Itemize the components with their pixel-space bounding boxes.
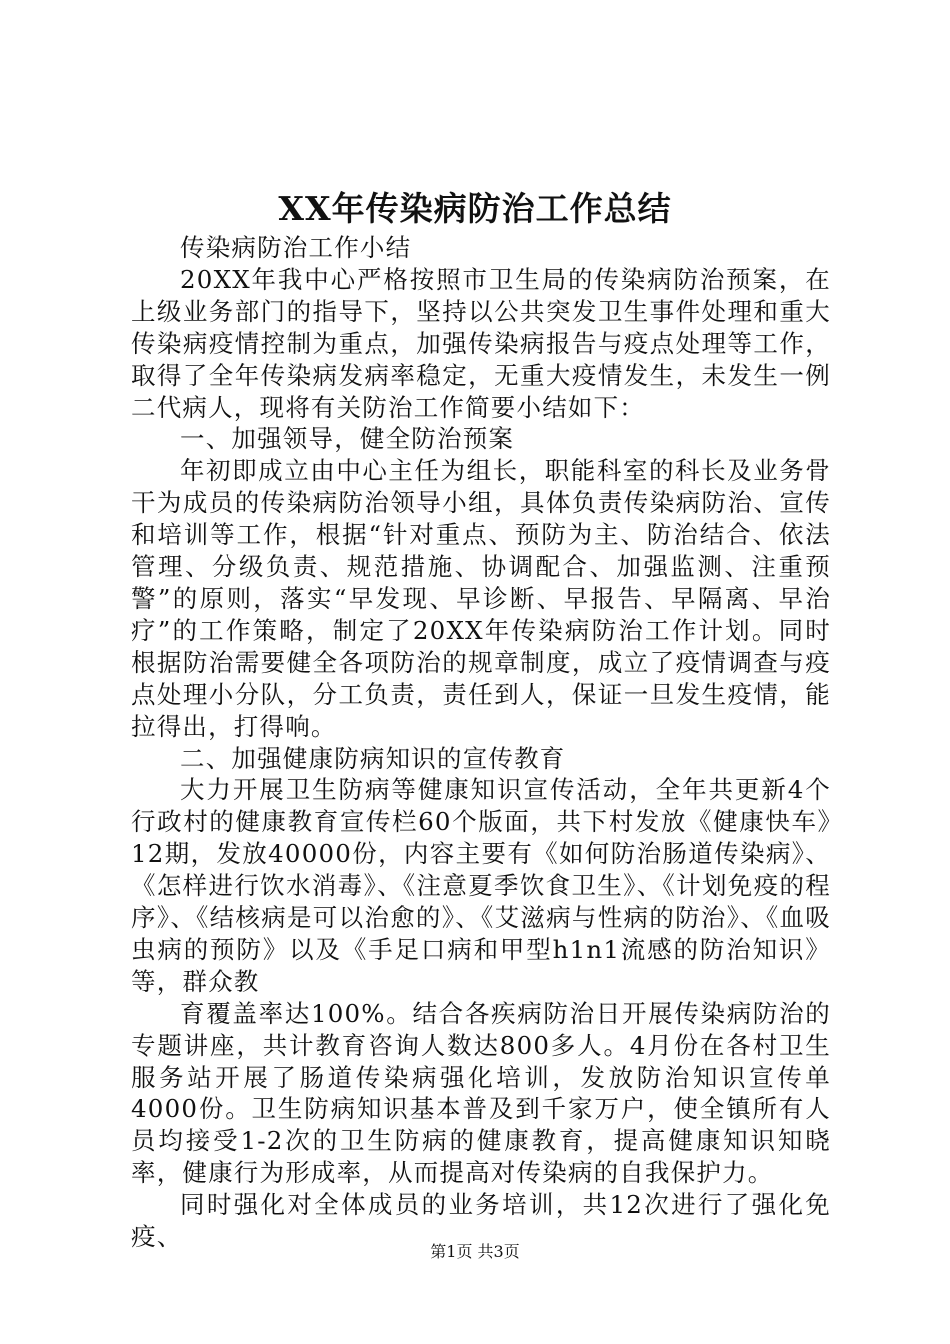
paragraph: 年初即成立由中心主任为组长，职能科室的科长及业务骨干为成员的传染病防治领导小组，具体负责传染病防治、宣传和培训等工作，根据“针对重点、预防为主、防治结合、依法管理、分级负责、规范措施、协调配合、加强监测、注重预警”的原则，落实“早发现、早诊断、早报告、早隔离、早治疗”的工作策略，制定了20XX年传染病防治工作计划。同时根据防治需要健全各项防治的规章制度，成立了疫情调查与疫点处理小分队，分工负责，责任到人，保证一旦发生疫情，能拉得出，打得响。: [131, 456, 831, 741]
paragraph: 大力开展卫生防病等健康知识宣传活动，全年共更新4个行政村的健康教育宣传栏60个版面，共下村发放《健康快车》12期，发放40000份，内容主要有《如何防治肠道传染病》、《怎样进行饮水消毒》、《注意夏季饮食卫生》、《计划免疫的程序》、《结核病是可以治愈的》、《艾滋病与性病的防治》、《血吸虫病的预防》以及《手足口病和甲型h1n1流感的防治知识》等，群众教: [131, 775, 831, 996]
section-heading: 一、加强领导，健全防治预案: [180, 424, 515, 454]
page-number-footer: 第1页 共3页: [430, 1242, 520, 1261]
paragraph: 育覆盖率达100%。结合各疾病防治日开展传染病防治的专题讲座，共计教育咨询人数达800多人。4月份在各村卫生服务站开展了肠道传染病强化培训，发放防治知识宣传单4000份。卫生防病知识基本普及到千家万户，使全镇所有人员均接受1-2次的卫生防病的健康教育，提高健康知识知晓率，健康行为形成率，从而提高对传染病的自我保护力。: [131, 998, 831, 1188]
paragraph: 传染病防治工作小结: [180, 233, 412, 262]
paragraph: 同时强化对全体成员的业务培训，共12次进行了强化免疫、: [131, 1190, 831, 1252]
section-heading: 二、加强健康防病知识的宣传教育: [180, 743, 566, 773]
document-body: [131, 232, 831, 1253]
document-title: XX年传染病防治工作总结: [278, 189, 672, 228]
paragraph: 20XX年我中心严格按照市卫生局的传染病防治预案，在上级业务部门的指导下，坚持以公共突发卫生事件处理和重大传染病疫情控制为重点，加强传染病报告与疫点处理等工作，取得了全年传染病发病率稳定，无重大疫情发生，未发生一例二代病人，现将有关防治工作简要小结如下：: [131, 264, 831, 422]
